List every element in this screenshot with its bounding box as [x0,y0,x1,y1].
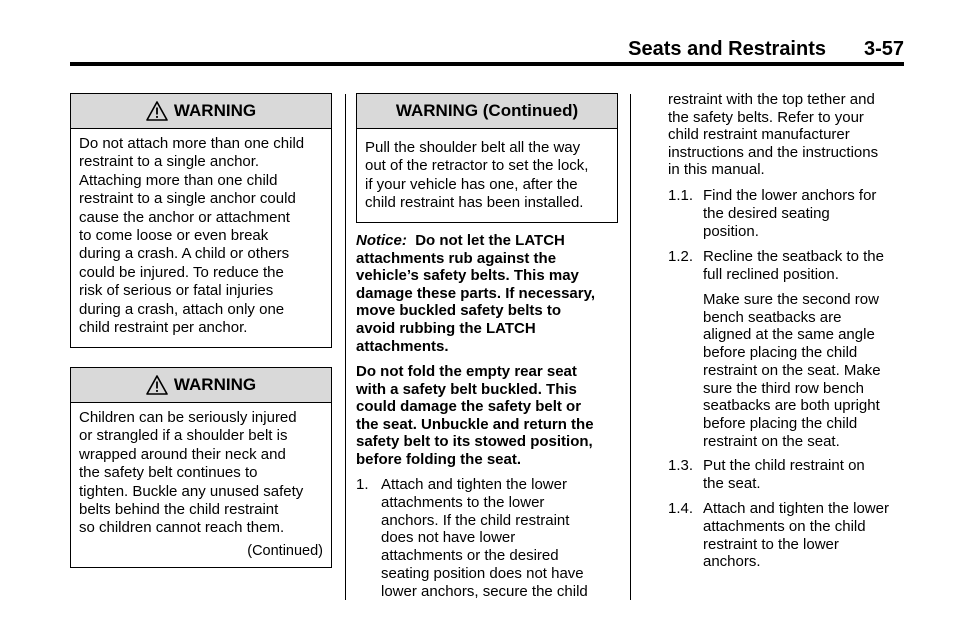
text-line: aligned at the same angle [703,326,875,344]
text-line: vehicle’s safety belts. This may [356,267,579,285]
text-line: attachments or the desired [381,547,559,565]
continued-label: (Continued) [247,542,323,559]
text-line: during a crash, attach only one [79,300,285,318]
warning-triangle-icon [146,101,168,121]
text-line: out of the retractor to set the lock, [365,157,589,175]
text-line: tighten. Buckle any unused safety [79,482,304,500]
text-line: seating position does not have [381,564,584,582]
text-line: lower anchors, secure the child [381,582,588,600]
warning-box-children [70,367,332,568]
text-line: does not have lower [381,529,516,547]
text-line: Do not let the LATCH [415,232,565,249]
text-line: could be injured. To reduce the [79,263,284,281]
step-1-4 [668,500,908,574]
step-text [703,500,889,571]
text-line: sure the third row bench [703,379,864,397]
text-line: could damage the safety belt or [356,398,582,416]
text-line: if your vehicle has one, after the [365,175,578,193]
step-number: 1.4. [668,500,694,517]
text-line: seatbacks are both upright [703,397,880,415]
text-line: restraint to the lower [703,535,839,553]
warning-header [357,94,617,129]
text-line: child restraint has been installed. [365,194,584,212]
warning-title: WARNING [173,101,257,120]
text-line: attachments to the lower [381,493,545,511]
warning-triangle-icon [146,375,168,395]
column-divider-2 [630,94,631,600]
fold-seat-paragraph [356,363,626,469]
warning-title: WARNING (Continued) [395,101,579,120]
text-line: bench seatbacks are [703,308,842,326]
text-line: the safety belts. Refer to your [668,108,864,126]
text-line: attachments. [356,337,449,355]
text-line: to come loose or even break [79,227,269,245]
warning-body [71,129,331,343]
text-line: damage these parts. If necessary, [356,284,596,302]
text-line: Do not fold the empty rear seat [356,363,577,380]
text-line: with a safety belt buckled. This [356,380,577,398]
text-line: wrapped around their neck and [79,445,286,463]
text-line: restraint on the seat. Make [703,361,881,379]
text-line: Pull the shoulder belt all the way [365,139,581,156]
text-line: Children can be seriously injured [79,409,297,426]
text-line: before folding the seat. [356,450,522,468]
text-line: attachments on the child [703,517,866,535]
step-text [381,476,588,601]
column-divider-1 [345,94,346,600]
text-line: anchors. [703,553,761,571]
text-line: Recline the seatback to the [703,248,884,265]
step-text [703,187,876,240]
text-line: so children cannot reach them. [79,519,285,537]
text-line: in this manual. [668,161,765,179]
notice-label: Notice: [356,232,407,249]
warning-continued-box [356,93,618,223]
step-number: 1. [356,476,369,493]
text-line: before placing the child [703,344,858,362]
warning-box-anchor [70,93,332,348]
text-line: the desired seating [703,204,830,222]
section-title: Seats and Restraints [628,38,826,60]
text-line: Attaching more than one child [79,171,278,189]
text-line: avoid rubbing the LATCH [356,319,536,337]
warning-body [357,129,617,219]
text-line: safety belt to its stowed position, [356,433,593,451]
step-1-3 [668,457,908,495]
step-1-1 [668,187,908,243]
text-line: the seat. Unbuckle and return the [356,415,594,433]
text-line: anchors. If the child restraint [381,511,570,529]
step-number: 1.1. [668,187,694,204]
text-line: Do not attach more than one child [79,135,305,152]
header-rule [70,62,904,66]
text-line: Put the child restraint on [703,457,865,474]
text-line: Attach and tighten the lower [381,476,567,493]
text-line: belts behind the child restraint [79,501,279,519]
intro-continuation [668,91,908,179]
warning-body [71,403,331,566]
step-number: 1.3. [668,457,694,474]
page-number: 3-57 [863,38,904,60]
text-line: or strangled if a shoulder belt is [79,427,288,445]
step-text [703,457,865,493]
page-header [70,38,904,62]
notice-first-line [356,232,626,250]
text-line: Find the lower anchors for [703,187,877,204]
step-number: 1.2. [668,248,694,265]
text-line: restraint on the seat. [703,432,840,450]
text-line: child restraint manufacturer [668,126,850,144]
text-line: the seat. [703,474,761,492]
text-line: during a crash. A child or others [79,245,290,263]
text-line: restraint to a single anchor. [79,153,260,171]
text-line: cause the anchor or attachment [79,208,290,226]
text-line: position. [703,222,759,240]
warning-header [71,94,331,129]
text-line: move buckled safety belts to [356,302,562,320]
text-line: Make sure the second row [703,291,879,308]
text-line: risk of serious or fatal injuries [79,282,274,300]
text-line: before placing the child [703,414,858,432]
text-line: full reclined position. [703,265,839,283]
step-1 [356,476,626,601]
text-line: the safety belt continues to [79,464,258,482]
text-line: restraint to a single anchor could [79,190,296,208]
warning-title: WARNING [173,375,257,394]
text-line: attachments rub against the [356,249,557,267]
step-1-2 [668,248,908,286]
text-line: child restraint per anchor. [79,319,248,337]
text-line: restraint with the top tether and [668,91,875,108]
warning-header [71,368,331,403]
step-text [703,248,884,284]
notice-paragraph [356,232,626,355]
text-line: instructions and the instructions [668,143,879,161]
text-line: Attach and tighten the lower [703,500,889,517]
step-1-2-note [703,291,908,450]
